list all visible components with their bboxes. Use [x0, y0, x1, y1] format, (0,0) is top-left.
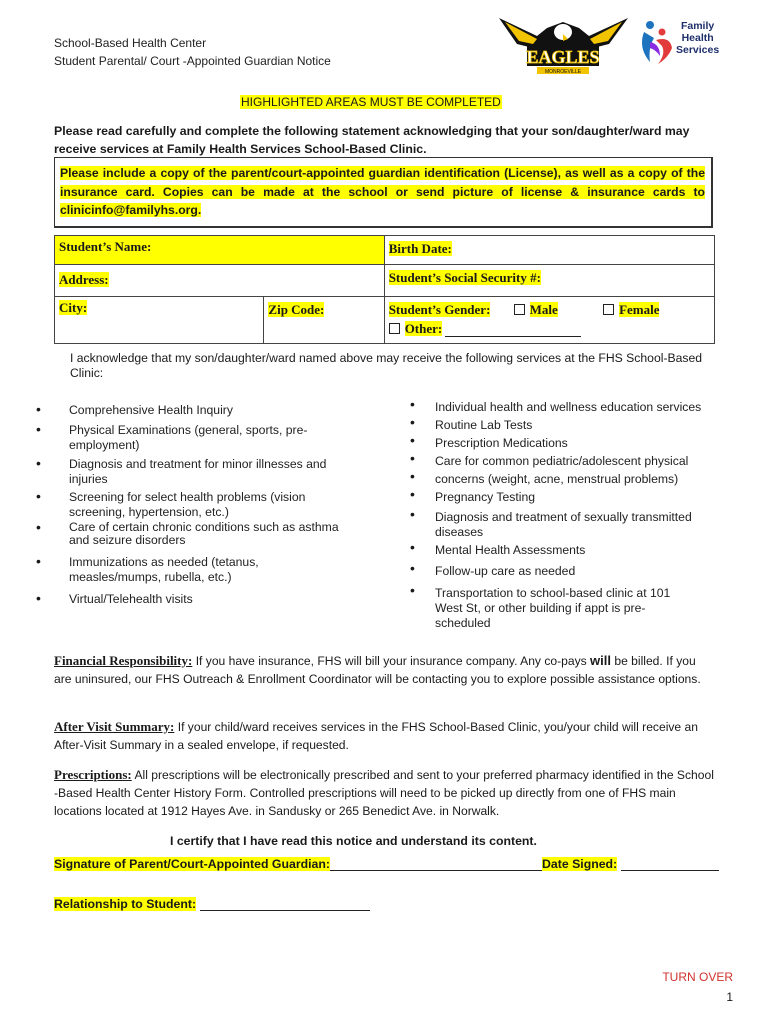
list-item: Screening for select health problems (vision screening, hypertension, etc.): [69, 490, 306, 519]
header-subtitle: Student Parental/ Court -Appointed Guardian Notice: [54, 54, 331, 68]
bullet-icon: •: [410, 468, 415, 484]
list-item: Immunizations as needed (tetanus, measles/mumps, rubella, etc.): [69, 555, 259, 584]
bullet-icon: •: [410, 539, 415, 555]
fhs-logo-line2: Health: [681, 32, 714, 44]
relationship-label: Relationship to Student:: [54, 897, 197, 911]
financial-will: will: [590, 653, 611, 668]
male-checkbox[interactable]: [514, 304, 525, 315]
header-title: School-Based Health Center: [54, 36, 207, 50]
list-item: Follow-up care as needed: [435, 564, 576, 578]
date-signed-label: Date Signed:: [542, 857, 618, 871]
list-item: Care of certain chronic conditions such as asthma and seizure disorders: [69, 520, 339, 547]
relationship-input[interactable]: [200, 896, 370, 911]
financial-paragraph: [54, 652, 714, 688]
bullet-icon: •: [36, 590, 41, 606]
signature-label: Signature of Parent/Court-Appointed Guardian:: [54, 857, 330, 871]
financial-text-b: be billed. If you are uninsured, our FHS Outreach & Enrollment Coordinator will be contacting you to explore possible assistance options.: [54, 654, 701, 686]
zip-field[interactable]: [264, 297, 384, 344]
certify-statement: I certify that I have read this notice and understand its content.: [170, 834, 537, 848]
city-field[interactable]: [55, 297, 264, 344]
city-label: City:: [59, 300, 88, 315]
student-name-label: Student’s Name:: [59, 239, 152, 254]
after-visit-paragraph: [54, 718, 714, 754]
fhs-logo-line1: Family: [680, 20, 715, 32]
list-item: Virtual/Telehealth visits: [69, 592, 193, 606]
bullet-icon: •: [36, 455, 41, 471]
female-label: Female: [619, 302, 660, 317]
gender-label: Student’s Gender:: [388, 302, 491, 317]
prescriptions-heading: Prescriptions:: [54, 767, 132, 782]
list-item: Pregnancy Testing: [435, 490, 536, 504]
list-item: Routine Lab Tests: [435, 418, 533, 432]
after-visit-heading: After Visit Summary:: [54, 719, 175, 734]
prescriptions-text: All prescriptions will be electronically prescribed and sent to your preferred pharmacy identified in the School -Based Health Center History Form. Controlled prescriptions will need to be picked up directly from one of FHS main locations located at 1912 Hayes Ave. in Sandusky or 265 Benedict Ave. in Norwalk.: [54, 768, 714, 818]
female-checkbox[interactable]: [603, 304, 614, 315]
ssn-field[interactable]: [384, 265, 714, 297]
turn-over-note: TURN OVER: [662, 970, 733, 984]
bullet-icon: •: [410, 506, 415, 522]
financial-heading: Financial Responsibility:: [54, 653, 193, 668]
birth-date-field[interactable]: [384, 236, 714, 265]
bullet-icon: •: [410, 396, 415, 412]
page-number: 1: [726, 990, 733, 1004]
list-item: Diagnosis and treatment of sexually transmitted diseases: [435, 510, 692, 539]
student-name-field[interactable]: [55, 236, 385, 265]
male-label: Male: [529, 302, 558, 317]
signature-input[interactable]: [330, 856, 542, 871]
bullet-icon: •: [36, 553, 41, 569]
bullet-icon: •: [410, 414, 415, 430]
eagles-wordmark: EAGLES: [526, 47, 600, 67]
prescriptions-paragraph: [54, 766, 714, 820]
bullet-icon: •: [410, 486, 415, 502]
list-item: concerns (weight, acne, menstrual problems): [435, 472, 679, 486]
bullet-icon: •: [36, 421, 41, 437]
address-field[interactable]: [55, 265, 385, 297]
list-item: Care for common pediatric/adolescent physical: [435, 454, 689, 468]
list-item: Physical Examinations (general, sports, pre-employment): [69, 423, 308, 452]
address-label: Address:: [59, 272, 109, 287]
birth-date-label: Birth Date:: [388, 241, 452, 256]
other-input[interactable]: [445, 324, 581, 337]
bullet-icon: •: [36, 401, 41, 417]
other-checkbox[interactable]: [389, 323, 400, 334]
bullet-icon: •: [410, 432, 415, 448]
bullet-icon: •: [36, 519, 41, 535]
acknowledgement-text: I acknowledge that my son/daughter/ward named above may receive the following services at the FHS School-Based Clinic:: [70, 351, 703, 380]
bullet-icon: •: [36, 488, 41, 504]
female-option[interactable]: [603, 302, 659, 317]
list-item: Comprehensive Health Inquiry: [69, 403, 233, 417]
list-item: Individual health and wellness education services: [435, 400, 702, 414]
list-item: Diagnosis and treatment for minor illnesses and injuries: [69, 457, 327, 486]
gender-field: [384, 297, 714, 344]
zip-label: Zip Code:: [268, 302, 325, 317]
notice-box: [54, 157, 713, 228]
fhs-logo-line3: Services: [676, 44, 720, 56]
relationship-row: [54, 896, 370, 911]
list-item: Mental Health Assessments: [435, 543, 586, 557]
bullet-icon: •: [410, 582, 415, 598]
notice-text: Please include a copy of the parent/court-appointed guardian identification (License), as well as a copy of the insurance card. Copies can be made at the school or send picture of license & insurance cards to clinicinfo@familyhs.org.: [60, 166, 705, 217]
after-visit-text: If your child/ward receives services in the FHS School-Based Clinic, you/your child will receive an After-Visit Summary in a sealed envelope, if requested.: [54, 720, 698, 752]
male-option[interactable]: [514, 302, 558, 317]
date-signed-input[interactable]: [621, 856, 719, 871]
required-banner: HIGHLIGHTED AREAS MUST BE COMPLETED: [241, 95, 501, 109]
bullet-icon: •: [410, 560, 415, 576]
bullet-icon: •: [410, 450, 415, 466]
intro-statement: Please read carefully and complete the following statement acknowledging that your son/daughter/ward may receive services at Family Health Services School-Based Clinic.: [54, 124, 690, 156]
other-label: Other:: [404, 321, 443, 336]
student-info-table: [54, 235, 715, 344]
financial-text-a: If you have insurance, FHS will bill your insurance company. Any co-pays: [192, 654, 591, 668]
list-item: Transportation to school-based clinic at 101 West St, or other building if appt is pre-scheduled: [435, 586, 671, 630]
ssn-label: Student’s Social Security #:: [388, 270, 541, 285]
list-item: Prescription Medications: [435, 436, 568, 450]
svg-text:MONROEVILLE: MONROEVILLE: [544, 69, 582, 75]
signature-row: [54, 856, 719, 871]
other-option[interactable]: [389, 321, 443, 336]
eagles-logo: [497, 14, 630, 78]
family-health-services-logo: [640, 18, 722, 72]
